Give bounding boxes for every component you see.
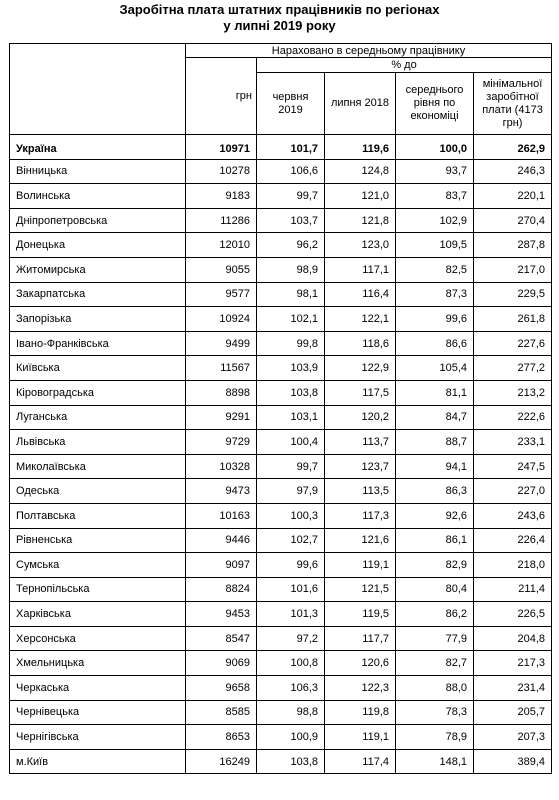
cell-min: 243,6 [474, 503, 552, 528]
cell-june: 99,8 [257, 331, 325, 356]
cell-min: 233,1 [474, 430, 552, 455]
cell-july: 119,6 [325, 135, 396, 160]
cell-region: Івано-Франківська [10, 331, 186, 356]
cell-region: Житомирська [10, 257, 186, 282]
cell-grn: 9729 [186, 430, 257, 455]
cell-grn: 11286 [186, 208, 257, 233]
cell-min: 220,1 [474, 184, 552, 209]
table-row [10, 700, 552, 725]
cell-region: Чернігівська [10, 725, 186, 750]
cell-region: Одеська [10, 479, 186, 504]
cell-grn: 10278 [186, 159, 257, 184]
cell-avg: 88,7 [396, 430, 474, 455]
cell-grn: 8547 [186, 626, 257, 651]
table-row [10, 479, 552, 504]
table-row [10, 380, 552, 405]
table-row [10, 626, 552, 651]
cell-grn: 8585 [186, 700, 257, 725]
header-avg: середнього рівня по економіці [396, 73, 474, 135]
table-row [10, 454, 552, 479]
table-row [10, 282, 552, 307]
cell-avg: 93,7 [396, 159, 474, 184]
cell-min: 229,5 [474, 282, 552, 307]
table-row [10, 331, 552, 356]
cell-avg: 148,1 [396, 749, 474, 774]
header-june: червня 2019 [257, 73, 325, 135]
table-row [10, 749, 552, 774]
cell-min: 213,2 [474, 380, 552, 405]
cell-min: 277,2 [474, 356, 552, 381]
cell-region: Сумська [10, 553, 186, 578]
table-row [10, 676, 552, 701]
cell-july: 117,1 [325, 257, 396, 282]
cell-july: 116,4 [325, 282, 396, 307]
cell-june: 97,9 [257, 479, 325, 504]
document-title [0, 2, 559, 34]
title-line-1: Заробітна плата штатних працівників по регіонах [119, 2, 440, 17]
cell-region: Луганська [10, 405, 186, 430]
cell-june: 100,4 [257, 430, 325, 455]
header-july: липня 2018 [325, 73, 396, 135]
cell-avg: 82,9 [396, 553, 474, 578]
cell-july: 121,6 [325, 528, 396, 553]
table-row [10, 725, 552, 750]
cell-grn: 8824 [186, 577, 257, 602]
cell-june: 101,3 [257, 602, 325, 627]
cell-june: 98,8 [257, 700, 325, 725]
cell-july: 113,7 [325, 430, 396, 455]
cell-july: 117,7 [325, 626, 396, 651]
cell-grn: 10328 [186, 454, 257, 479]
cell-region: Тернопільська [10, 577, 186, 602]
cell-june: 98,9 [257, 257, 325, 282]
cell-grn: 9069 [186, 651, 257, 676]
cell-min: 218,0 [474, 553, 552, 578]
cell-avg: 99,6 [396, 307, 474, 332]
table-row [10, 651, 552, 676]
cell-region: Волинська [10, 184, 186, 209]
header-min: мінімальної заробітної плати (4173 грн) [474, 73, 552, 135]
table-row [10, 184, 552, 209]
cell-grn: 10163 [186, 503, 257, 528]
cell-grn: 9291 [186, 405, 257, 430]
cell-july: 119,8 [325, 700, 396, 725]
cell-grn: 16249 [186, 749, 257, 774]
cell-min: 261,8 [474, 307, 552, 332]
cell-min: 205,7 [474, 700, 552, 725]
header-pct-label: % до [257, 58, 552, 73]
cell-min: 226,4 [474, 528, 552, 553]
cell-region: Чернівецька [10, 700, 186, 725]
cell-july: 124,8 [325, 159, 396, 184]
cell-june: 101,7 [257, 135, 325, 160]
cell-june: 99,6 [257, 553, 325, 578]
cell-grn: 9473 [186, 479, 257, 504]
cell-grn: 11567 [186, 356, 257, 381]
cell-grn: 9499 [186, 331, 257, 356]
table-row-total [10, 135, 552, 160]
table-row [10, 430, 552, 455]
cell-region: Запорізька [10, 307, 186, 332]
cell-june: 100,8 [257, 651, 325, 676]
cell-min: 211,4 [474, 577, 552, 602]
table-row [10, 405, 552, 430]
table-row [10, 602, 552, 627]
cell-region: Вінницька [10, 159, 186, 184]
cell-june: 102,7 [257, 528, 325, 553]
cell-min: 389,4 [474, 749, 552, 774]
cell-avg: 100,0 [396, 135, 474, 160]
table-row [10, 577, 552, 602]
cell-region: Україна [10, 135, 186, 160]
cell-grn: 10924 [186, 307, 257, 332]
cell-avg: 86,2 [396, 602, 474, 627]
cell-july: 118,6 [325, 331, 396, 356]
cell-grn: 9183 [186, 184, 257, 209]
cell-avg: 78,3 [396, 700, 474, 725]
cell-min: 222,6 [474, 405, 552, 430]
cell-july: 120,2 [325, 405, 396, 430]
cell-july: 119,1 [325, 725, 396, 750]
cell-min: 217,3 [474, 651, 552, 676]
title-line-2: у липні 2019 року [223, 18, 336, 33]
cell-min: 226,5 [474, 602, 552, 627]
header-grn: грн [186, 58, 257, 135]
cell-grn: 12010 [186, 233, 257, 258]
cell-june: 103,9 [257, 356, 325, 381]
cell-avg: 78,9 [396, 725, 474, 750]
cell-avg: 83,7 [396, 184, 474, 209]
cell-june: 103,7 [257, 208, 325, 233]
cell-grn: 10971 [186, 135, 257, 160]
cell-min: 231,4 [474, 676, 552, 701]
cell-july: 120,6 [325, 651, 396, 676]
cell-grn: 8898 [186, 380, 257, 405]
salary-table [9, 43, 552, 774]
cell-grn: 9453 [186, 602, 257, 627]
cell-grn: 9658 [186, 676, 257, 701]
cell-july: 117,3 [325, 503, 396, 528]
cell-june: 98,1 [257, 282, 325, 307]
cell-avg: 82,5 [396, 257, 474, 282]
cell-region: Кіровоградська [10, 380, 186, 405]
table-row [10, 257, 552, 282]
cell-avg: 84,7 [396, 405, 474, 430]
cell-avg: 80,4 [396, 577, 474, 602]
cell-july: 121,5 [325, 577, 396, 602]
cell-avg: 86,1 [396, 528, 474, 553]
cell-region: Харківська [10, 602, 186, 627]
cell-avg: 77,9 [396, 626, 474, 651]
cell-july: 113,5 [325, 479, 396, 504]
table-row [10, 528, 552, 553]
cell-min: 287,8 [474, 233, 552, 258]
cell-region: Львівська [10, 430, 186, 455]
cell-june: 100,9 [257, 725, 325, 750]
cell-grn: 9446 [186, 528, 257, 553]
cell-region: Київська [10, 356, 186, 381]
cell-july: 122,9 [325, 356, 396, 381]
cell-june: 106,3 [257, 676, 325, 701]
cell-june: 103,8 [257, 380, 325, 405]
cell-avg: 81,1 [396, 380, 474, 405]
cell-region: Закарпатська [10, 282, 186, 307]
cell-avg: 105,4 [396, 356, 474, 381]
cell-region: Черкаська [10, 676, 186, 701]
header-group-label: Нараховано в середньому працівнику [186, 44, 552, 58]
cell-min: 227,6 [474, 331, 552, 356]
cell-june: 103,8 [257, 749, 325, 774]
cell-avg: 86,6 [396, 331, 474, 356]
cell-june: 100,3 [257, 503, 325, 528]
table-row [10, 208, 552, 233]
cell-july: 123,7 [325, 454, 396, 479]
cell-july: 122,3 [325, 676, 396, 701]
table-row [10, 356, 552, 381]
cell-region: Полтавська [10, 503, 186, 528]
cell-avg: 88,0 [396, 676, 474, 701]
table-row [10, 503, 552, 528]
cell-july: 117,4 [325, 749, 396, 774]
cell-region: Дніпропетровська [10, 208, 186, 233]
table-header [10, 44, 552, 135]
cell-june: 102,1 [257, 307, 325, 332]
cell-avg: 86,3 [396, 479, 474, 504]
cell-avg: 82,7 [396, 651, 474, 676]
cell-july: 119,5 [325, 602, 396, 627]
cell-june: 96,2 [257, 233, 325, 258]
cell-min: 217,0 [474, 257, 552, 282]
cell-june: 101,6 [257, 577, 325, 602]
cell-june: 99,7 [257, 184, 325, 209]
table-row [10, 307, 552, 332]
cell-region: Донецька [10, 233, 186, 258]
cell-avg: 94,1 [396, 454, 474, 479]
cell-avg: 109,5 [396, 233, 474, 258]
table-row [10, 553, 552, 578]
cell-grn: 9577 [186, 282, 257, 307]
cell-grn: 9097 [186, 553, 257, 578]
cell-avg: 102,9 [396, 208, 474, 233]
header-region-cell [10, 44, 186, 135]
cell-july: 121,0 [325, 184, 396, 209]
cell-min: 270,4 [474, 208, 552, 233]
cell-avg: 92,6 [396, 503, 474, 528]
cell-july: 123,0 [325, 233, 396, 258]
cell-june: 99,7 [257, 454, 325, 479]
cell-june: 103,1 [257, 405, 325, 430]
cell-grn: 9055 [186, 257, 257, 282]
cell-min: 204,8 [474, 626, 552, 651]
cell-july: 121,8 [325, 208, 396, 233]
table-row [10, 159, 552, 184]
cell-july: 119,1 [325, 553, 396, 578]
table-body [10, 135, 552, 774]
cell-min: 246,3 [474, 159, 552, 184]
cell-region: Миколаївська [10, 454, 186, 479]
cell-avg: 87,3 [396, 282, 474, 307]
cell-region: м.Київ [10, 749, 186, 774]
cell-min: 227,0 [474, 479, 552, 504]
cell-region: Херсонська [10, 626, 186, 651]
cell-min: 262,9 [474, 135, 552, 160]
cell-july: 117,5 [325, 380, 396, 405]
cell-july: 122,1 [325, 307, 396, 332]
cell-min: 247,5 [474, 454, 552, 479]
table-row [10, 233, 552, 258]
cell-min: 207,3 [474, 725, 552, 750]
cell-june: 106,6 [257, 159, 325, 184]
cell-region: Рівненська [10, 528, 186, 553]
cell-june: 97,2 [257, 626, 325, 651]
cell-grn: 8653 [186, 725, 257, 750]
cell-region: Хмельницька [10, 651, 186, 676]
